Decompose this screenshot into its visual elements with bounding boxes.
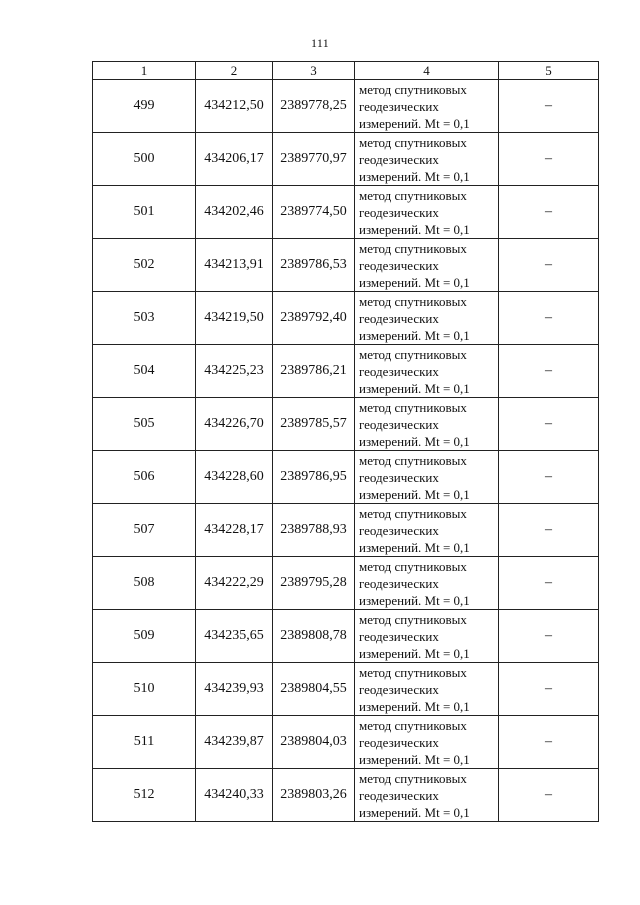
column-5-cell: – <box>499 504 599 557</box>
x-coordinate-cell: 434228,60 <box>196 451 273 504</box>
table-row <box>93 716 599 769</box>
y-coordinate-cell: 2389770,97 <box>273 133 355 186</box>
method-text-line: геодезических <box>359 363 439 379</box>
header-col-3: 3 <box>273 62 355 80</box>
table-row <box>93 239 599 292</box>
method-text-line: измерений. Mt = 0,1 <box>359 486 470 502</box>
method-text-line: измерений. Mt = 0,1 <box>359 645 470 661</box>
method-cell <box>355 610 499 663</box>
method-text-line: измерений. Mt = 0,1 <box>359 327 470 343</box>
method-text-line: метод спутниковых <box>359 187 467 203</box>
method-text-line: метод спутниковых <box>359 664 467 680</box>
method-cell <box>355 239 499 292</box>
x-coordinate-cell: 434222,29 <box>196 557 273 610</box>
table-row <box>93 133 599 186</box>
method-text-line: метод спутниковых <box>359 770 467 786</box>
x-coordinate-cell: 434219,50 <box>196 292 273 345</box>
method-text-line: геодезических <box>359 628 439 644</box>
column-5-cell: – <box>499 557 599 610</box>
x-coordinate-cell: 434235,65 <box>196 610 273 663</box>
method-text-line: измерений. Mt = 0,1 <box>359 751 470 767</box>
x-coordinate-cell: 434226,70 <box>196 398 273 451</box>
x-coordinate-cell: 434228,17 <box>196 504 273 557</box>
method-text-line: измерений. Mt = 0,1 <box>359 433 470 449</box>
column-5-cell: – <box>499 292 599 345</box>
point-number-cell: 507 <box>93 504 196 557</box>
method-text-line: геодезических <box>359 787 439 803</box>
method-text-line: геодезических <box>359 204 439 220</box>
table-row <box>93 398 599 451</box>
x-coordinate-cell: 434212,50 <box>196 80 273 133</box>
method-text-line: измерений. Mt = 0,1 <box>359 380 470 396</box>
point-number-cell: 510 <box>93 663 196 716</box>
method-text-line: измерений. Mt = 0,1 <box>359 592 470 608</box>
method-text-line: геодезических <box>359 522 439 538</box>
method-cell <box>355 663 499 716</box>
method-text-line: измерений. Mt = 0,1 <box>359 115 470 131</box>
header-col-5: 5 <box>499 62 599 80</box>
table-row <box>93 557 599 610</box>
method-text-line: измерений. Mt = 0,1 <box>359 698 470 714</box>
header-col-4: 4 <box>355 62 499 80</box>
point-number-cell: 501 <box>93 186 196 239</box>
column-5-cell: – <box>499 663 599 716</box>
table-row <box>93 80 599 133</box>
table-row <box>93 345 599 398</box>
y-coordinate-cell: 2389785,57 <box>273 398 355 451</box>
method-text-line: измерений. Mt = 0,1 <box>359 274 470 290</box>
point-number-cell: 504 <box>93 345 196 398</box>
table-body <box>93 80 599 822</box>
point-number-cell: 499 <box>93 80 196 133</box>
y-coordinate-cell: 2389786,95 <box>273 451 355 504</box>
method-text-line: метод спутниковых <box>359 346 467 362</box>
method-text-line: геодезических <box>359 310 439 326</box>
method-text-line: геодезических <box>359 734 439 750</box>
x-coordinate-cell: 434225,23 <box>196 345 273 398</box>
column-5-cell: – <box>499 716 599 769</box>
table-row <box>93 504 599 557</box>
y-coordinate-cell: 2389774,50 <box>273 186 355 239</box>
method-cell <box>355 769 499 822</box>
method-text-line: геодезических <box>359 151 439 167</box>
method-text-line: метод спутниковых <box>359 240 467 256</box>
table-row <box>93 292 599 345</box>
x-coordinate-cell: 434213,91 <box>196 239 273 292</box>
table-row <box>93 769 599 822</box>
method-text-line: геодезических <box>359 575 439 591</box>
method-text-line: геодезических <box>359 416 439 432</box>
point-number-cell: 505 <box>93 398 196 451</box>
y-coordinate-cell: 2389792,40 <box>273 292 355 345</box>
method-text-line: измерений. Mt = 0,1 <box>359 539 470 555</box>
column-5-cell: – <box>499 186 599 239</box>
table-row <box>93 186 599 239</box>
method-text-line: геодезических <box>359 257 439 273</box>
method-text-line: метод спутниковых <box>359 81 467 97</box>
column-5-cell: – <box>499 345 599 398</box>
method-cell <box>355 133 499 186</box>
point-number-cell: 503 <box>93 292 196 345</box>
x-coordinate-cell: 434202,46 <box>196 186 273 239</box>
method-text-line: измерений. Mt = 0,1 <box>359 168 470 184</box>
method-cell <box>355 186 499 239</box>
y-coordinate-cell: 2389808,78 <box>273 610 355 663</box>
y-coordinate-cell: 2389804,55 <box>273 663 355 716</box>
method-cell <box>355 716 499 769</box>
x-coordinate-cell: 434239,87 <box>196 716 273 769</box>
method-cell <box>355 345 499 398</box>
page-number: 111 <box>310 36 329 50</box>
method-cell <box>355 80 499 133</box>
table-row <box>93 610 599 663</box>
method-cell <box>355 292 499 345</box>
column-5-cell: – <box>499 398 599 451</box>
table-row <box>93 663 599 716</box>
coordinates-table <box>92 61 599 822</box>
column-5-cell: – <box>499 451 599 504</box>
x-coordinate-cell: 434239,93 <box>196 663 273 716</box>
method-text-line: измерений. Mt = 0,1 <box>359 221 470 237</box>
method-text-line: метод спутниковых <box>359 134 467 150</box>
y-coordinate-cell: 2389778,25 <box>273 80 355 133</box>
table-row <box>93 451 599 504</box>
method-text-line: метод спутниковых <box>359 293 467 309</box>
point-number-cell: 512 <box>93 769 196 822</box>
method-cell <box>355 557 499 610</box>
point-number-cell: 511 <box>93 716 196 769</box>
column-5-cell: – <box>499 610 599 663</box>
column-5-cell: – <box>499 80 599 133</box>
header-col-1: 1 <box>93 62 196 80</box>
method-text-line: геодезических <box>359 469 439 485</box>
y-coordinate-cell: 2389803,26 <box>273 769 355 822</box>
point-number-cell: 506 <box>93 451 196 504</box>
y-coordinate-cell: 2389786,53 <box>273 239 355 292</box>
column-5-cell: – <box>499 239 599 292</box>
method-text-line: метод спутниковых <box>359 399 467 415</box>
point-number-cell: 500 <box>93 133 196 186</box>
method-text-line: метод спутниковых <box>359 717 467 733</box>
method-cell <box>355 451 499 504</box>
point-number-cell: 508 <box>93 557 196 610</box>
method-text-line: геодезических <box>359 98 439 114</box>
method-text-line: геодезических <box>359 681 439 697</box>
y-coordinate-cell: 2389804,03 <box>273 716 355 769</box>
y-coordinate-cell: 2389795,28 <box>273 557 355 610</box>
x-coordinate-cell: 434240,33 <box>196 769 273 822</box>
method-text-line: метод спутниковых <box>359 452 467 468</box>
y-coordinate-cell: 2389788,93 <box>273 504 355 557</box>
point-number-cell: 502 <box>93 239 196 292</box>
method-cell <box>355 504 499 557</box>
method-text-line: метод спутниковых <box>359 558 467 574</box>
method-text-line: метод спутниковых <box>359 505 467 521</box>
header-row <box>93 62 599 80</box>
point-number-cell: 509 <box>93 610 196 663</box>
method-text-line: метод спутниковых <box>359 611 467 627</box>
y-coordinate-cell: 2389786,21 <box>273 345 355 398</box>
method-cell <box>355 398 499 451</box>
x-coordinate-cell: 434206,17 <box>196 133 273 186</box>
method-text-line: измерений. Mt = 0,1 <box>359 804 470 820</box>
header-col-2: 2 <box>196 62 273 80</box>
column-5-cell: – <box>499 133 599 186</box>
column-5-cell: – <box>499 769 599 822</box>
